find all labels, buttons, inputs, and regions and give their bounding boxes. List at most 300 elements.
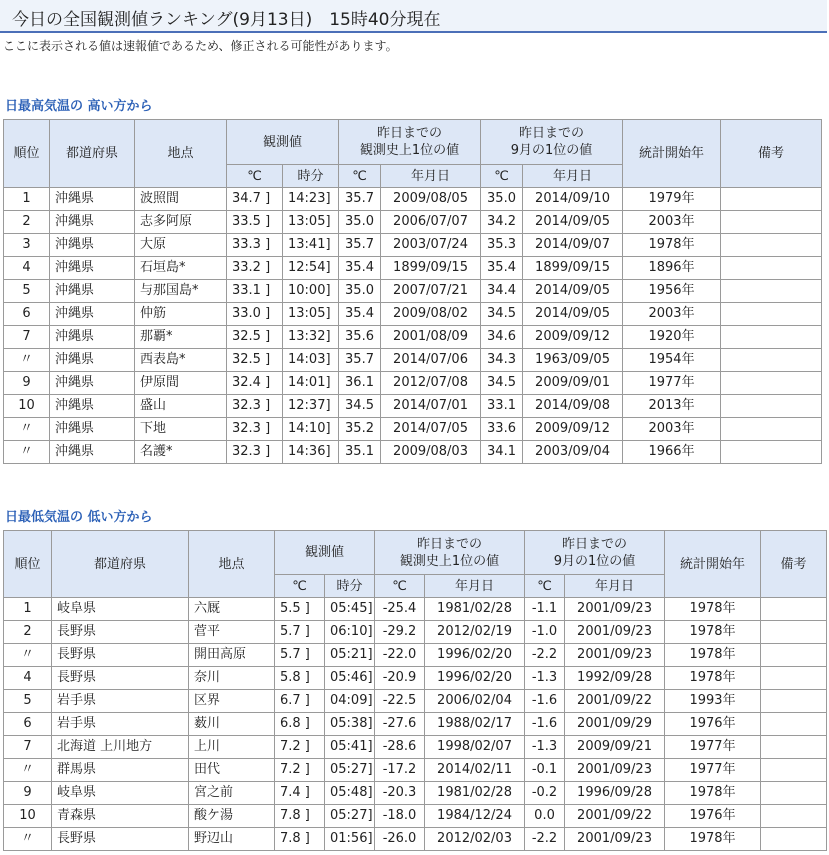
record-all-date-cell: 2009/08/02 [381,303,481,326]
col-header-location: 地点 [135,120,227,188]
record-all-date-cell: 2014/07/06 [381,349,481,372]
record-month-temp-cell: 33.6 [481,418,523,441]
record-all-temp-cell: 34.5 [339,395,381,418]
record-month-temp-cell: -2.2 [525,828,565,851]
rank-cell: 〃 [4,418,50,441]
col-header-observed: 観測値 [275,531,375,575]
record-month-temp-cell: -1.6 [525,690,565,713]
table-row [4,257,822,280]
observed-time-cell: 05:21] [325,644,375,667]
record-month-temp-cell: 34.1 [481,441,523,464]
observed-temp-cell: 7.2 ] [275,759,325,782]
start-year-cell: 1978年 [665,644,761,667]
observed-time-cell: 14:36] [283,441,339,464]
record-all-date-cell: 1984/12/24 [425,805,525,828]
col-header-rank: 順位 [4,120,50,188]
sub-header-time: 時分 [325,575,375,598]
col-header-observed: 観測値 [227,120,339,165]
table-row [4,188,822,211]
start-year-cell: 2003年 [623,418,721,441]
record-all-temp-cell: 35.4 [339,257,381,280]
record-month-date-cell: 2009/09/01 [523,372,623,395]
high-temperature-table [3,119,822,464]
observed-temp-cell: 33.0 ] [227,303,283,326]
record-month-temp-cell: 34.4 [481,280,523,303]
remarks-cell [761,598,827,621]
record-all-date-cell: 2003/07/24 [381,234,481,257]
table-row [4,395,822,418]
record-month-temp-cell: 35.3 [481,234,523,257]
record-all-date-cell: 1988/02/17 [425,713,525,736]
record-all-temp-cell: -28.6 [375,736,425,759]
start-year-cell: 1978年 [665,782,761,805]
observed-temp-cell: 6.8 ] [275,713,325,736]
rank-cell: 〃 [4,441,50,464]
location-cell: 菅平 [189,621,275,644]
remarks-cell [721,303,822,326]
observed-time-cell: 04:09] [325,690,375,713]
rank-cell: 6 [4,713,52,736]
location-cell: 大原 [135,234,227,257]
location-cell: 区界 [189,690,275,713]
start-year-cell: 1976年 [665,713,761,736]
observed-temp-cell: 33.1 ] [227,280,283,303]
prefecture-cell: 北海道 上川地方 [52,736,189,759]
rank-cell: 3 [4,234,50,257]
start-year-cell: 1978年 [665,598,761,621]
observed-temp-cell: 5.8 ] [275,667,325,690]
record-all-date-cell: 2014/07/05 [381,418,481,441]
prefecture-cell: 長野県 [52,644,189,667]
low-section-title: 日最低気温の 低い方から [5,510,153,525]
record-all-temp-cell: -20.9 [375,667,425,690]
observed-time-cell: 14:23] [283,188,339,211]
remarks-cell [721,188,822,211]
location-cell: 下地 [135,418,227,441]
rank-cell: 10 [4,805,52,828]
record-all-temp-cell: -22.5 [375,690,425,713]
record-month-temp-cell: 33.1 [481,395,523,418]
observed-time-cell: 05:27] [325,759,375,782]
remarks-cell [761,713,827,736]
rank-cell: 4 [4,257,50,280]
record-all-date-cell: 2006/07/07 [381,211,481,234]
location-cell: 六厩 [189,598,275,621]
col-header-prefecture: 都道府県 [50,120,135,188]
start-year-cell: 2003年 [623,303,721,326]
observed-time-cell: 14:03] [283,349,339,372]
observed-time-cell: 13:41] [283,234,339,257]
record-month-date-cell: 2001/09/22 [565,805,665,828]
location-cell: 波照間 [135,188,227,211]
record-all-temp-cell: 36.1 [339,372,381,395]
record-all-temp-cell: 35.6 [339,326,381,349]
record-month-date-cell: 2001/09/29 [565,713,665,736]
prefecture-cell: 岩手県 [52,690,189,713]
rank-cell: 6 [4,303,50,326]
col-header-rank: 順位 [4,531,52,598]
location-cell: 石垣島* [135,257,227,280]
rank-cell: 2 [4,211,50,234]
table-row [4,828,827,851]
record-all-date-cell: 2014/02/11 [425,759,525,782]
table-row [4,713,827,736]
location-cell: 名護* [135,441,227,464]
record-all-temp-cell: -27.6 [375,713,425,736]
record-month-temp-cell: 35.4 [481,257,523,280]
observed-time-cell: 13:05] [283,303,339,326]
remarks-cell [721,326,822,349]
record-all-date-cell: 2009/08/05 [381,188,481,211]
prefecture-cell: 青森県 [52,805,189,828]
rank-cell: 5 [4,690,52,713]
sub-header-celsius: ℃ [227,165,283,188]
sub-header-celsius: ℃ [339,165,381,188]
location-cell: 伊原間 [135,372,227,395]
observed-time-cell: 05:45] [325,598,375,621]
rank-cell: 9 [4,372,50,395]
remarks-cell [721,257,822,280]
start-year-cell: 1977年 [623,372,721,395]
prefecture-cell: 岐阜県 [52,598,189,621]
record-all-date-cell: 1998/02/07 [425,736,525,759]
col-header-record-month: 昨日までの 9月の1位の値 [525,531,665,575]
rank-cell: 1 [4,188,50,211]
record-all-temp-cell: -18.0 [375,805,425,828]
start-year-cell: 1978年 [623,234,721,257]
record-all-date-cell: 2012/02/03 [425,828,525,851]
record-month-date-cell: 2009/09/12 [523,326,623,349]
record-month-temp-cell: 34.5 [481,372,523,395]
record-all-temp-cell: 35.7 [339,234,381,257]
start-year-cell: 1977年 [665,736,761,759]
rank-cell: 2 [4,621,52,644]
col-header-record-month: 昨日までの 9月の1位の値 [481,120,623,165]
rank-cell: 9 [4,782,52,805]
remarks-cell [721,349,822,372]
record-month-date-cell: 1992/09/28 [565,667,665,690]
start-year-cell: 1954年 [623,349,721,372]
location-cell: 薮川 [189,713,275,736]
record-month-temp-cell: 34.2 [481,211,523,234]
record-month-date-cell: 1996/09/28 [565,782,665,805]
record-all-temp-cell: -22.0 [375,644,425,667]
record-month-date-cell: 2014/09/10 [523,188,623,211]
observed-temp-cell: 32.3 ] [227,441,283,464]
record-all-date-cell: 2007/07/21 [381,280,481,303]
table-row [4,303,822,326]
col-header-record-all: 昨日までの 観測史上1位の値 [339,120,481,165]
sub-header-date: 年月日 [425,575,525,598]
table-row [4,667,827,690]
high-section-title: 日最高気温の 高い方から [5,99,153,114]
rank-cell: 4 [4,667,52,690]
record-month-date-cell: 2014/09/07 [523,234,623,257]
remarks-cell [761,805,827,828]
sub-header-celsius: ℃ [375,575,425,598]
table-row [4,326,822,349]
location-cell: 上川 [189,736,275,759]
record-month-date-cell: 2014/09/05 [523,280,623,303]
rank-cell: 〃 [4,349,50,372]
col-header-location: 地点 [189,531,275,598]
record-month-date-cell: 2014/09/05 [523,211,623,234]
record-all-temp-cell: 35.0 [339,211,381,234]
prefecture-cell: 沖縄県 [50,211,135,234]
table-row [4,418,822,441]
col-header-remarks: 備考 [761,531,827,598]
record-all-date-cell: 1996/02/20 [425,644,525,667]
table-row [4,598,827,621]
observed-temp-cell: 6.7 ] [275,690,325,713]
location-cell: 野辺山 [189,828,275,851]
record-month-date-cell: 2009/09/12 [523,418,623,441]
low-temperature-table [3,530,827,851]
prefecture-cell: 長野県 [52,621,189,644]
record-month-date-cell: 2001/09/23 [565,828,665,851]
prefecture-cell: 沖縄県 [50,280,135,303]
record-all-temp-cell: -25.4 [375,598,425,621]
sub-header-time: 時分 [283,165,339,188]
table-row [4,782,827,805]
record-month-temp-cell: -1.1 [525,598,565,621]
prefecture-cell: 沖縄県 [50,349,135,372]
record-month-temp-cell: 35.0 [481,188,523,211]
observed-temp-cell: 7.2 ] [275,736,325,759]
col-header-record-all: 昨日までの 観測史上1位の値 [375,531,525,575]
prefecture-cell: 沖縄県 [50,257,135,280]
table-row [4,644,827,667]
remarks-cell [761,736,827,759]
record-all-date-cell: 1981/02/28 [425,782,525,805]
col-header-start-year: 統計開始年 [623,120,721,188]
table-row [4,736,827,759]
start-year-cell: 1976年 [665,805,761,828]
rank-cell: 7 [4,326,50,349]
prefecture-cell: 沖縄県 [50,303,135,326]
observed-temp-cell: 7.4 ] [275,782,325,805]
prefecture-cell: 沖縄県 [50,188,135,211]
start-year-cell: 1979年 [623,188,721,211]
table-row [4,349,822,372]
col-header-remarks: 備考 [721,120,822,188]
remarks-cell [721,234,822,257]
record-month-date-cell: 2003/09/04 [523,441,623,464]
rank-cell: 〃 [4,644,52,667]
table-row [4,372,822,395]
start-year-cell: 1993年 [665,690,761,713]
observed-time-cell: 12:37] [283,395,339,418]
record-month-date-cell: 2009/09/21 [565,736,665,759]
remarks-cell [761,690,827,713]
record-month-temp-cell: -0.1 [525,759,565,782]
table-row [4,621,827,644]
start-year-cell: 1956年 [623,280,721,303]
location-cell: 田代 [189,759,275,782]
observed-time-cell: 01:56] [325,828,375,851]
rank-cell: 10 [4,395,50,418]
rank-cell: 5 [4,280,50,303]
start-year-cell: 1978年 [665,667,761,690]
col-header-start-year: 統計開始年 [665,531,761,598]
record-month-temp-cell: -1.0 [525,621,565,644]
remarks-cell [761,782,827,805]
observed-temp-cell: 32.4 ] [227,372,283,395]
sub-header-celsius: ℃ [525,575,565,598]
observed-temp-cell: 5.7 ] [275,621,325,644]
record-month-date-cell: 2001/09/23 [565,759,665,782]
observed-temp-cell: 34.7 ] [227,188,283,211]
observed-time-cell: 12:54] [283,257,339,280]
sub-header-date: 年月日 [523,165,623,188]
col-header-prefecture: 都道府県 [52,531,189,598]
prefecture-cell: 群馬県 [52,759,189,782]
remarks-cell [761,644,827,667]
sub-header-celsius: ℃ [481,165,523,188]
start-year-cell: 1977年 [665,759,761,782]
record-all-temp-cell: -26.0 [375,828,425,851]
record-month-date-cell: 1963/09/05 [523,349,623,372]
record-all-temp-cell: -20.3 [375,782,425,805]
location-cell: 志多阿原 [135,211,227,234]
record-month-date-cell: 2014/09/08 [523,395,623,418]
rank-cell: 1 [4,598,52,621]
observed-temp-cell: 33.2 ] [227,257,283,280]
record-month-temp-cell: 34.3 [481,349,523,372]
prefecture-cell: 沖縄県 [50,234,135,257]
sub-header-date: 年月日 [565,575,665,598]
observed-temp-cell: 32.3 ] [227,395,283,418]
location-cell: 西表島* [135,349,227,372]
record-all-date-cell: 2012/02/19 [425,621,525,644]
start-year-cell: 2003年 [623,211,721,234]
record-month-temp-cell: 34.5 [481,303,523,326]
observed-time-cell: 05:27] [325,805,375,828]
record-all-date-cell: 2014/07/01 [381,395,481,418]
record-all-temp-cell: 35.2 [339,418,381,441]
record-all-date-cell: 1899/09/15 [381,257,481,280]
observed-time-cell: 06:10] [325,621,375,644]
table-row [4,280,822,303]
record-month-temp-cell: -2.2 [525,644,565,667]
prefecture-cell: 沖縄県 [50,372,135,395]
prefecture-cell: 沖縄県 [50,441,135,464]
record-all-temp-cell: 35.7 [339,349,381,372]
record-all-date-cell: 1981/02/28 [425,598,525,621]
observed-time-cell: 14:01] [283,372,339,395]
start-year-cell: 1896年 [623,257,721,280]
record-month-date-cell: 2001/09/22 [565,690,665,713]
record-all-date-cell: 1996/02/20 [425,667,525,690]
observed-temp-cell: 5.5 ] [275,598,325,621]
location-cell: 開田高原 [189,644,275,667]
observed-temp-cell: 32.3 ] [227,418,283,441]
record-all-temp-cell: -17.2 [375,759,425,782]
prefecture-cell: 沖縄県 [50,326,135,349]
record-all-date-cell: 2006/02/04 [425,690,525,713]
record-month-date-cell: 2001/09/23 [565,598,665,621]
record-all-temp-cell: 35.4 [339,303,381,326]
record-month-temp-cell: 0.0 [525,805,565,828]
observed-temp-cell: 33.5 ] [227,211,283,234]
table-row [4,211,822,234]
observed-time-cell: 05:38] [325,713,375,736]
observed-temp-cell: 7.8 ] [275,828,325,851]
table-row [4,441,822,464]
record-month-date-cell: 2001/09/23 [565,621,665,644]
observed-temp-cell: 7.8 ] [275,805,325,828]
remarks-cell [761,759,827,782]
observed-temp-cell: 32.5 ] [227,326,283,349]
rank-cell: 〃 [4,828,52,851]
sub-header-celsius: ℃ [275,575,325,598]
rank-cell: 〃 [4,759,52,782]
record-month-temp-cell: 34.6 [481,326,523,349]
record-all-temp-cell: -29.2 [375,621,425,644]
record-all-temp-cell: 35.1 [339,441,381,464]
record-month-temp-cell: -1.3 [525,736,565,759]
remarks-cell [721,418,822,441]
start-year-cell: 1920年 [623,326,721,349]
disclaimer-note: ここに表示される値は速報値であるため、修正される可能性があります。 [3,39,398,53]
sub-header-date: 年月日 [381,165,481,188]
record-month-temp-cell: -1.3 [525,667,565,690]
start-year-cell: 1978年 [665,621,761,644]
record-month-date-cell: 2014/09/05 [523,303,623,326]
record-month-temp-cell: -1.6 [525,713,565,736]
prefecture-cell: 岩手県 [52,713,189,736]
observed-time-cell: 14:10] [283,418,339,441]
table-row [4,234,822,257]
remarks-cell [721,211,822,234]
location-cell: 奈川 [189,667,275,690]
remarks-cell [721,372,822,395]
observed-time-cell: 05:41] [325,736,375,759]
observed-temp-cell: 32.5 ] [227,349,283,372]
observed-time-cell: 05:46] [325,667,375,690]
record-month-temp-cell: -0.2 [525,782,565,805]
record-all-date-cell: 2009/08/03 [381,441,481,464]
record-all-date-cell: 2012/07/08 [381,372,481,395]
remarks-cell [761,621,827,644]
location-cell: 宮之前 [189,782,275,805]
record-month-date-cell: 1899/09/15 [523,257,623,280]
remarks-cell [761,828,827,851]
prefecture-cell: 長野県 [52,667,189,690]
remarks-cell [721,395,822,418]
observed-time-cell: 13:32] [283,326,339,349]
observed-time-cell: 13:05] [283,211,339,234]
location-cell: 酸ケ湯 [189,805,275,828]
prefecture-cell: 岐阜県 [52,782,189,805]
table-row [4,805,827,828]
start-year-cell: 1966年 [623,441,721,464]
prefecture-cell: 沖縄県 [50,395,135,418]
record-all-temp-cell: 35.7 [339,188,381,211]
page-header [0,0,827,33]
observed-temp-cell: 5.7 ] [275,644,325,667]
location-cell: 仲筋 [135,303,227,326]
location-cell: 与那国島* [135,280,227,303]
observed-time-cell: 10:00] [283,280,339,303]
record-all-date-cell: 2001/08/09 [381,326,481,349]
table-row [4,759,827,782]
record-month-date-cell: 2001/09/23 [565,644,665,667]
record-all-temp-cell: 35.0 [339,280,381,303]
remarks-cell [721,441,822,464]
prefecture-cell: 沖縄県 [50,418,135,441]
observed-temp-cell: 33.3 ] [227,234,283,257]
